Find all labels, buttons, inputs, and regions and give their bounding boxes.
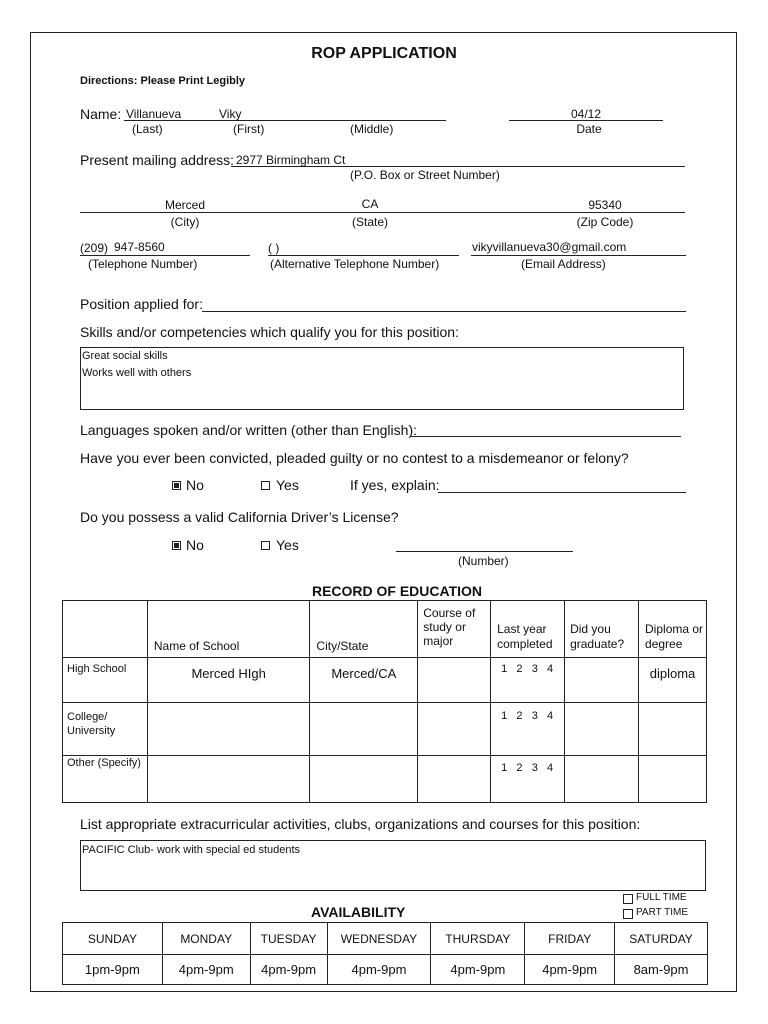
convicted-question: Have you ever been convicted, pleaded guilty or no contest to a misdemeanor or felony? [80, 450, 629, 466]
course-cell[interactable] [418, 658, 491, 703]
languages-underline[interactable] [411, 436, 681, 437]
day-cell: TUESDAY [250, 923, 327, 955]
day-cell: SATURDAY [615, 923, 708, 955]
caption-city: (City) [170, 215, 200, 229]
hours-row [63, 955, 708, 985]
alt-phone-underline[interactable] [268, 255, 459, 256]
school-cell[interactable] [147, 756, 310, 803]
extracurricular-text: PACIFIC Club- work with special ed students [82, 844, 301, 856]
diploma-cell[interactable]: diploma [639, 658, 707, 703]
languages-label: Languages spoken and/or written (other than English): [80, 422, 417, 438]
course-cell[interactable] [418, 703, 491, 756]
hours-cell[interactable]: 4pm-9pm [327, 955, 431, 985]
date-value: 04/12 [570, 107, 602, 121]
school-cell[interactable]: Merced HIgh [147, 658, 310, 703]
position-label: Position applied for: [80, 296, 203, 312]
table-row [63, 756, 707, 803]
explain-label: If yes, explain: [350, 477, 440, 493]
day-cell: WEDNESDAY [327, 923, 431, 955]
city-state-zip-underline[interactable] [80, 212, 685, 213]
extracurricular-label: List appropriate extracurricular activities, clubs, organizations and courses for this position: [80, 816, 641, 832]
header-cell: Last year completed [491, 601, 565, 658]
day-cell: MONDAY [162, 923, 250, 955]
day-cell: FRIDAY [525, 923, 615, 955]
table-row [63, 658, 707, 703]
first-name-value: Viky [219, 107, 242, 121]
education-table [62, 600, 707, 803]
city-state-cell[interactable] [310, 756, 418, 803]
hours-cell[interactable]: 4pm-9pm [431, 955, 525, 985]
table-row [63, 703, 707, 756]
caption-middle: (Middle) [350, 122, 394, 136]
school-cell[interactable] [147, 703, 310, 756]
caption-zip: (Zip Code) [576, 215, 634, 229]
caption-date: Date [576, 122, 602, 136]
header-cell: Did you graduate? [565, 601, 639, 658]
phone-area-value: (209) [80, 241, 109, 255]
city-value: Merced [164, 198, 205, 212]
education-type: College/ University [63, 703, 148, 756]
header-cell [63, 601, 148, 658]
hours-cell[interactable]: 4pm-9pm [250, 955, 327, 985]
years-cell[interactable]: 1 2 3 4 [491, 756, 565, 803]
license-no-checkbox[interactable] [172, 541, 181, 550]
directions: Directions: Please Print Legibly [80, 75, 246, 87]
caption-email: (Email Address) [521, 257, 606, 271]
graduated-cell[interactable] [565, 756, 639, 803]
phone-underline[interactable] [80, 255, 250, 256]
part-time-checkbox[interactable] [623, 909, 633, 919]
street-value: 2977 Birmingham Ct [236, 153, 346, 167]
hours-cell[interactable]: 4pm-9pm [525, 955, 615, 985]
availability-title: AVAILABILITY [311, 904, 406, 920]
license-number-underline[interactable] [396, 551, 573, 552]
hours-cell[interactable]: 1pm-9pm [63, 955, 163, 985]
license-yes-checkbox[interactable] [261, 541, 270, 550]
years-cell[interactable]: 1 2 3 4 [491, 703, 565, 756]
convicted-yes-checkbox[interactable] [261, 481, 270, 490]
address-label: Present mailing address: [80, 152, 235, 168]
hours-cell[interactable]: 8am-9pm [615, 955, 708, 985]
city-state-cell[interactable] [310, 703, 418, 756]
caption-alt-phone: (Alternative Telephone Number) [270, 257, 440, 271]
caption-street: (P.O. Box or Street Number) [350, 168, 500, 182]
header-cell: City/State [310, 601, 418, 658]
zip-value: 95340 [588, 198, 622, 212]
full-time-label: FULL TIME [636, 892, 687, 903]
caption-state: (State) [351, 215, 388, 229]
license-no-label: No [186, 537, 204, 553]
skills-label: Skills and/or competencies which qualify you for this position: [80, 324, 459, 340]
education-type: Other (Specify) [63, 756, 148, 803]
graduated-cell[interactable] [565, 703, 639, 756]
diploma-cell[interactable] [639, 703, 707, 756]
phone-value: 947-8560 [114, 240, 165, 254]
course-cell[interactable] [418, 756, 491, 803]
availability-table [62, 922, 708, 985]
convicted-no-label: No [186, 477, 204, 493]
header-cell: Diploma or degree [639, 601, 707, 658]
header-cell: Name of School [147, 601, 310, 658]
email-value: vikyvillanueva30@gmail.com [472, 240, 627, 254]
caption-phone: (Telephone Number) [88, 257, 198, 271]
convicted-yes-label: Yes [276, 477, 299, 493]
alt-phone-value: ( ) [268, 241, 280, 255]
years-cell[interactable]: 1 2 3 4 [491, 658, 565, 703]
education-type: High School [63, 658, 148, 703]
license-yes-label: Yes [276, 537, 299, 553]
page-title: ROP APPLICATION [311, 45, 457, 62]
last-name-value: Villanueva [126, 107, 182, 121]
email-underline[interactable] [471, 255, 686, 256]
hours-cell[interactable]: 4pm-9pm [162, 955, 250, 985]
table-header-row [63, 601, 707, 658]
license-question: Do you possess a valid California Driver’s License? [80, 509, 399, 525]
skills-line: Works well with others [82, 367, 192, 379]
full-time-checkbox[interactable] [623, 894, 633, 904]
skills-line: Great social skills [82, 350, 168, 362]
explain-underline[interactable] [438, 492, 686, 493]
state-value: CA [361, 197, 379, 211]
days-row [63, 923, 708, 955]
caption-first: (First) [233, 122, 265, 136]
convicted-no-checkbox[interactable] [172, 481, 181, 490]
name-label: Name: [80, 106, 122, 122]
header-cell: Course of study or major [418, 601, 491, 658]
day-cell: SUNDAY [63, 923, 163, 955]
diploma-cell[interactable] [639, 756, 707, 803]
day-cell: THURSDAY [431, 923, 525, 955]
caption-last: (Last) [132, 122, 163, 136]
position-underline[interactable] [202, 311, 686, 312]
education-title: RECORD OF EDUCATION [311, 583, 483, 599]
part-time-label: PART TIME [636, 907, 689, 918]
graduated-cell[interactable] [565, 658, 639, 703]
caption-license-number: (Number) [458, 554, 509, 568]
city-state-cell[interactable]: Merced/CA [310, 658, 418, 703]
